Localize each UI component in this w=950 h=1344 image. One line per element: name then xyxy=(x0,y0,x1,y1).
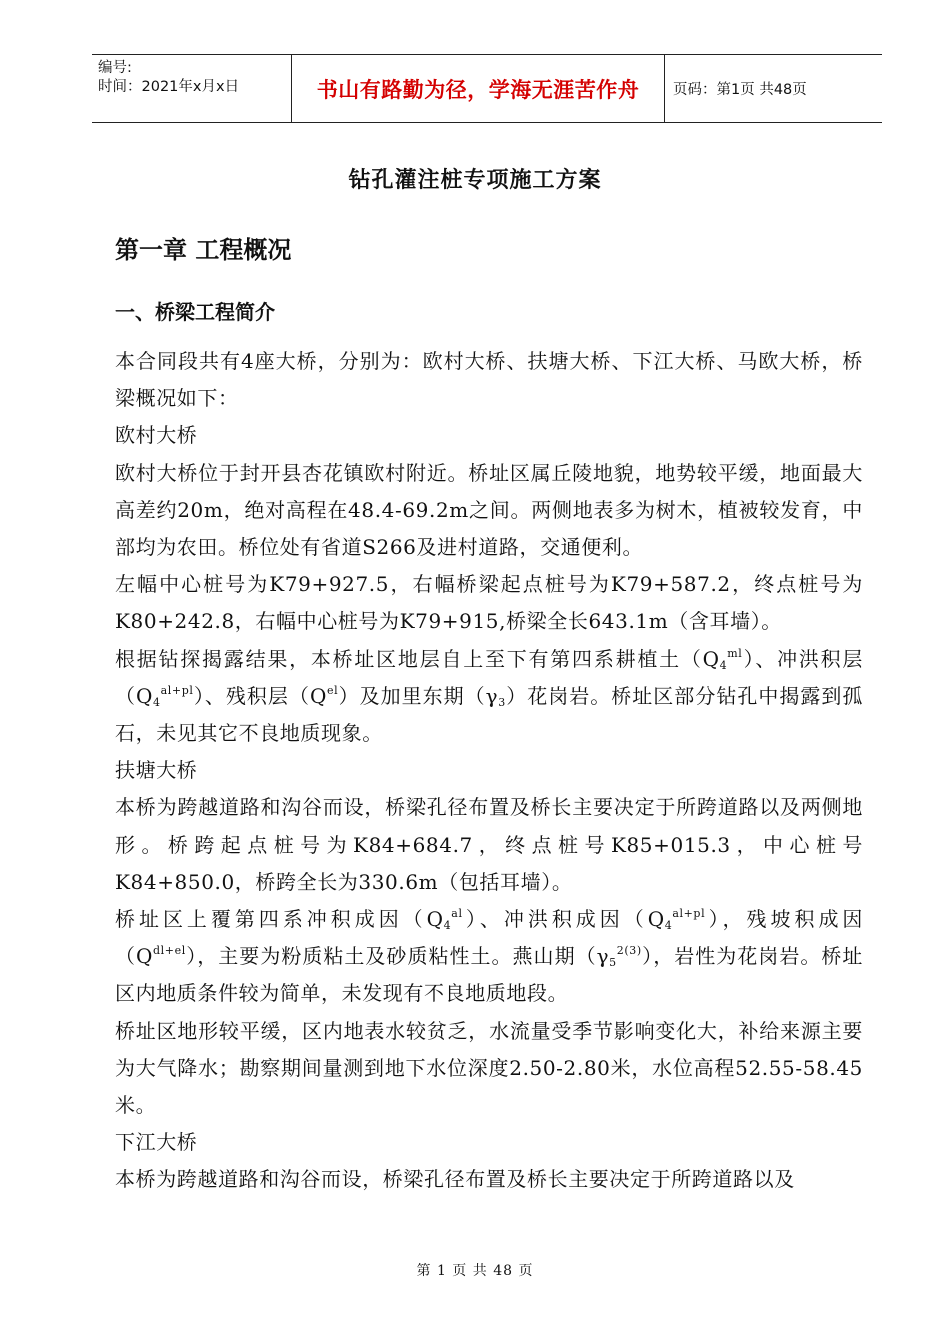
bridge-name-xiajiang: 下江大桥 xyxy=(115,1130,198,1155)
header-meta xyxy=(92,55,292,122)
section-heading: 一、桥梁工程简介 xyxy=(115,300,275,324)
time-label: 时间：2021年x月x日 xyxy=(98,79,240,95)
paragraph-futang-geology: 桥址区上覆第四系冲积成因$(Q_4^{al})$、冲洪积成因$(Q_4^{al+pl})$，残坡积成因$(Q^{dl+el})$，主要为粉质粘土及砂质粘性土。燕山期$(\gamma_5^{2(3)})$，岩性为花岗岩。桥址区内地质条件较为简单，未发现有不良地质地段。 xyxy=(115,907,864,1006)
paragraph-oucun-stakes: 左幅中心桩号为K79+927.5，右幅桥梁起点桩号为K79+587.2，终点桩号为K80+242.8，右幅中心桩号为K79+915,桥梁全长643.1m（含耳墙）。 xyxy=(115,572,863,634)
paragraph-futang-hydrology: 桥址区地形较平缓，区内地表水较贫乏，水流量受季节影响变化大，补给来源主要为大气降水；勘察期间量测到地下水位深度2.50-2.80米，水位高程52.55-58.45米。 xyxy=(115,1018,863,1118)
paragraph-oucun-geology: 根据钻探揭露结果，本桥址区地层自上至下有第四系耕植土$(Q_4^{ml})$、冲洪积层$(Q_4^{al+pl})$、残积层$(Q^{el})$及加里东期$(\gamma_3)$花岗岩。桥址区部分钻孔中揭露到孤石，未见其它不良地质现象。 xyxy=(115,646,863,746)
paragraph-intro: 本合同段共有4座大桥，分别为：欧村大桥、扶塘大桥、下江大桥、马欧大桥，桥梁概况如下： xyxy=(115,349,863,411)
chapter-heading: 第一章 工程概况 xyxy=(115,236,292,264)
header-page-info: 页码：第1页 共48页 xyxy=(673,82,807,98)
page-footer: 第 1 页 共 48 页 xyxy=(416,1263,534,1279)
paragraph-xiajiang-layout: 本桥为跨越道路和沟谷而设，桥梁孔径布置及桥长主要决定于所跨道路以及 xyxy=(115,1167,795,1192)
bridge-name-futang: 扶塘大桥 xyxy=(115,758,198,783)
bridge-name-oucun: 欧村大桥 xyxy=(115,423,198,448)
document-body xyxy=(115,343,863,1199)
page-header xyxy=(92,54,882,123)
header-motto: 书山有路勤为径，学海无涯苦作舟 xyxy=(292,55,665,122)
paragraph-oucun-location: 欧村大桥位于封开县杏花镇欧村附近。桥址区属丘陵地貌，地势较平缓，地面最大高差约20m，绝对高程在48.4-69.2m之间。两侧地表多为树木，植被较发育，中部均为农田。桥位处有省道S266及进村道路，交通便利。 xyxy=(115,460,863,560)
document-title: 钻孔灌注桩专项施工方案 xyxy=(348,167,602,193)
number-label: 编号: xyxy=(98,60,132,76)
paragraph-futang-layout: 本桥为跨越道路和沟谷而设，桥梁孔径布置及桥长主要决定于所跨道路以及两侧地形。桥跨起点桩号为K84+684.7，终点桩号K85+015.3，中心桩号K84+850.0，桥跨全长为330.6m（包括耳墙）。 xyxy=(115,795,863,894)
